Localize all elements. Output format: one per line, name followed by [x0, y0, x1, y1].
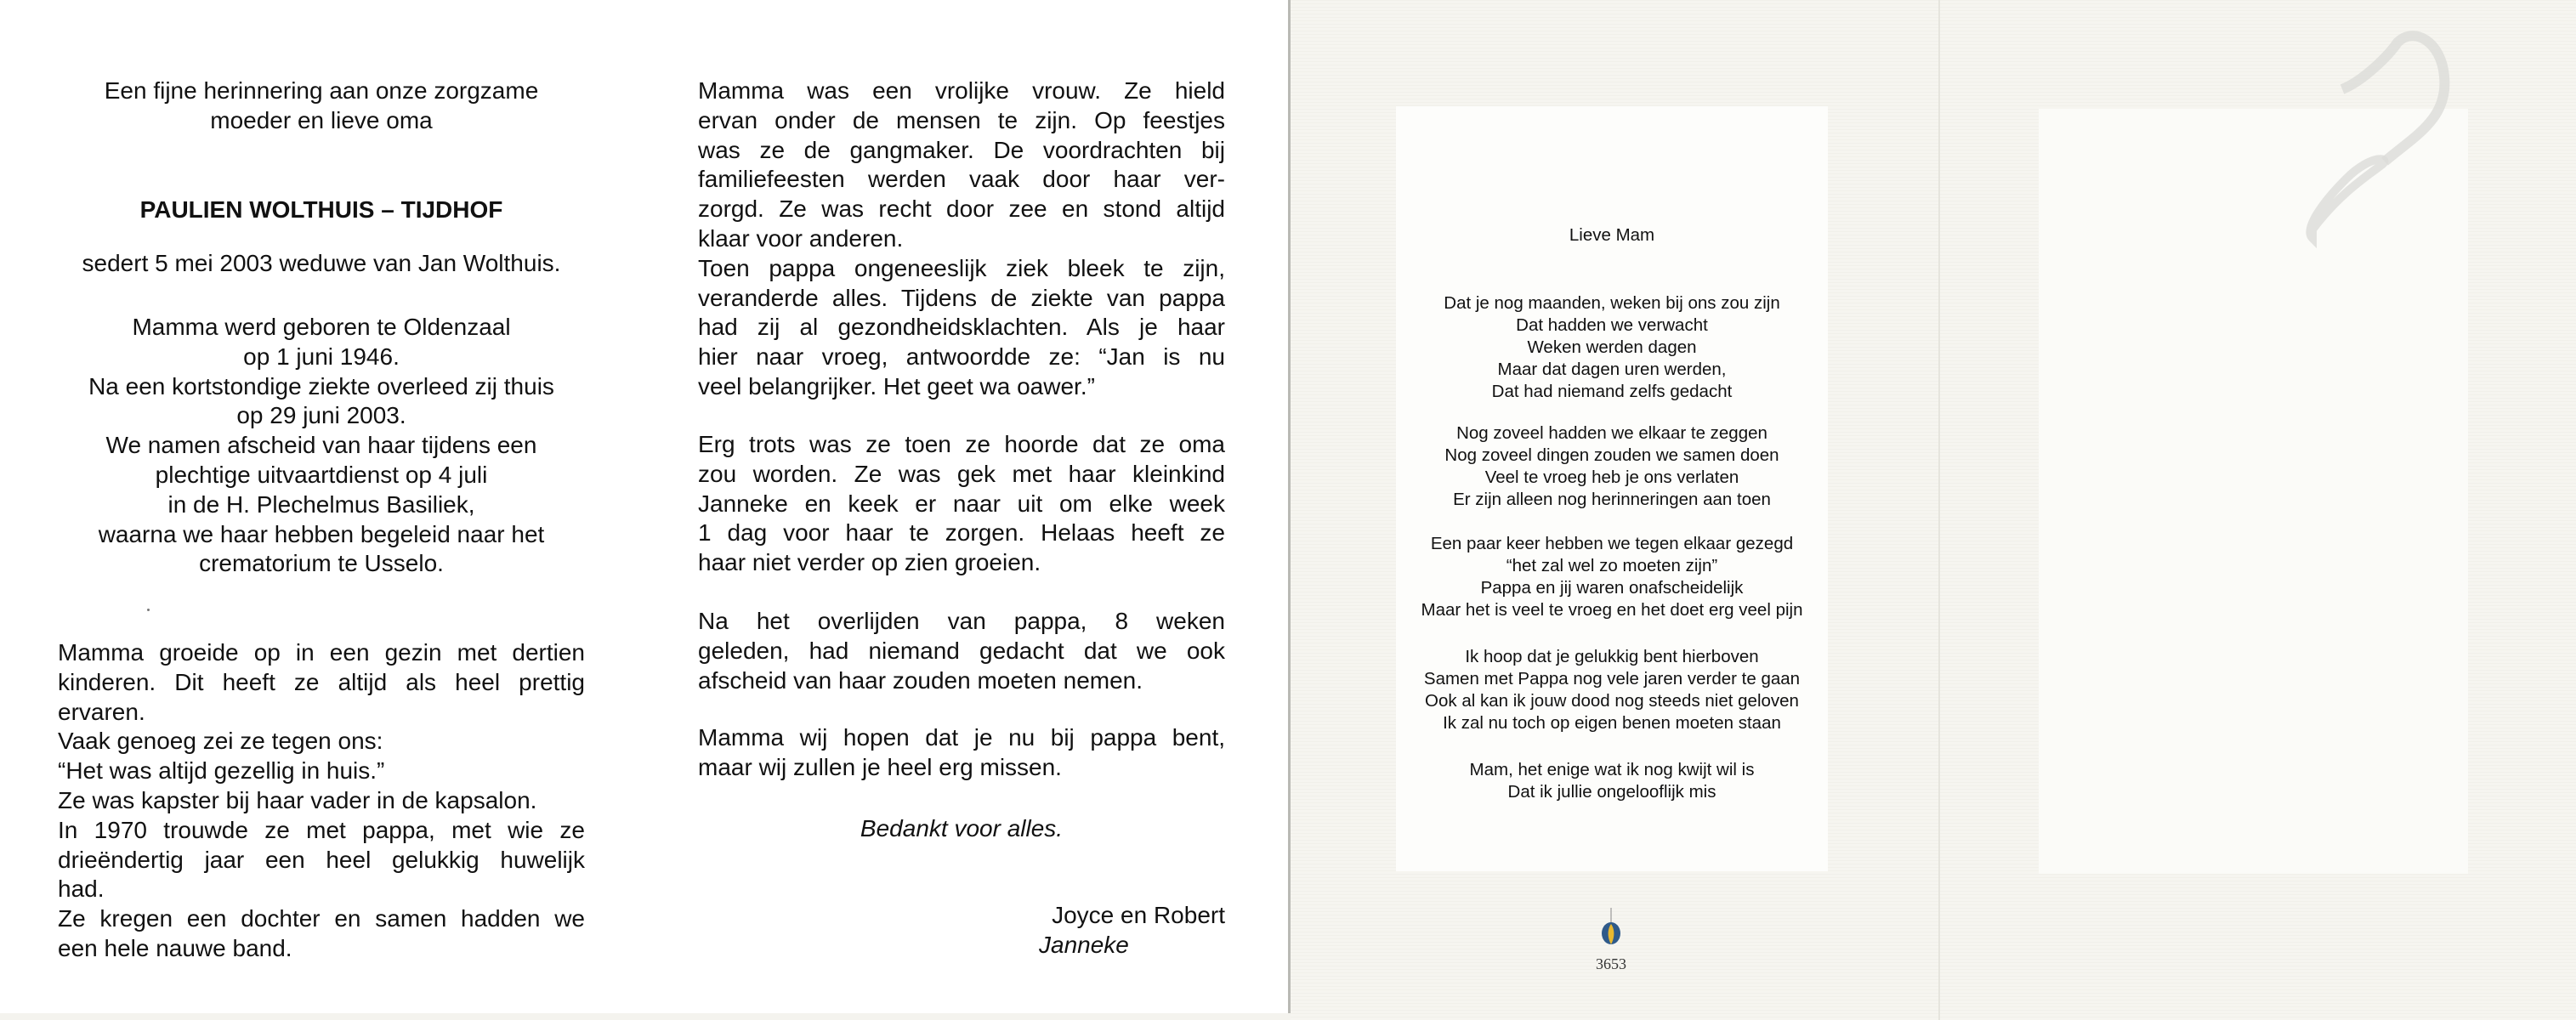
text-line: In 1970 trouwde ze met pappa, met wie ze: [58, 816, 585, 843]
text-line: Mamma wij hopen dat je nu bij pappa bent,: [698, 724, 1225, 751]
poem-line: Samen met Pappa nog vele jaren verder te gaan: [1423, 669, 1801, 688]
text-line: “Het was altijd gezellig in huis.”: [58, 757, 385, 785]
text-line: familiefeesten werden vaak door haar ver-: [698, 166, 1225, 193]
text-line: op 29 juni 2003.: [236, 402, 406, 429]
text-line: haar niet verder op zien groeien.: [698, 549, 1041, 576]
text-line: crematorium te Usselo.: [199, 550, 444, 577]
poem-line: Weken werden dagen: [1527, 337, 1697, 357]
poem-line: Er zijn alleen nog herinneringen aan toen: [1453, 490, 1771, 509]
poem-line: Ik hoop dat je gelukkig bent hierboven: [1465, 647, 1759, 666]
text-line: Janneke en keek er naar uit om elke week: [698, 490, 1225, 517]
text-line: Mamma was een vrolijke vrouw. Ze hield: [698, 77, 1225, 104]
poem-line: Dat hadden we verwacht: [1516, 315, 1708, 335]
paragraph-personality: [698, 76, 1225, 402]
text-line: afscheid van haar zouden moeten nemen.: [698, 666, 1143, 694]
poem-line: “het zal wel zo moeten zijn”: [1506, 556, 1718, 575]
text-line: een hele nauwe band.: [58, 934, 292, 961]
text-line: in de H. Plechelmus Basiliek,: [167, 490, 475, 518]
paragraph-loss: [698, 607, 1225, 695]
text-line: zorgd. Ze was recht door zee en stond altijd: [698, 196, 1225, 223]
embossed-dove-icon: [2244, 8, 2474, 298]
text-line: drieëndertig jaar een heel gelukkig huwelijk: [58, 846, 585, 873]
poem-line: Mam, het enige wat ik nog kwijt wil is: [1469, 760, 1755, 779]
poem-line: Dat je nog maanden, weken bij ons zou zijn: [1444, 293, 1780, 313]
text-line: Ze was kapster bij haar vader in de kapsalon.: [58, 786, 537, 813]
poem-line: Pappa en jij waren onafscheidelijk: [1480, 578, 1744, 598]
paragraph-grandchild: [698, 430, 1225, 578]
text-line: Mamma groeide op in een gezin met dertien: [58, 639, 585, 666]
text-line: ervan onder de mensen te zijn. Op feestjes: [698, 106, 1225, 133]
text-line: veranderde alles. Tijdens de ziekte van pappa: [698, 284, 1225, 311]
text-line: kinderen. Dit heeft ze altijd als heel prettig: [58, 668, 585, 695]
card-number: 3653: [1596, 955, 1626, 972]
text-line: We namen afscheid van haar tijdens een: [105, 432, 537, 459]
poem-line: Maar het is veel te vroeg en het doet erg veel pijn: [1421, 600, 1803, 620]
card-fold: [1938, 0, 1940, 1020]
thanks-text: Bedankt voor alles.: [860, 815, 1064, 842]
poem-stanza: [1396, 422, 1828, 511]
poem-stanza: [1396, 533, 1828, 621]
widow-text: sedert 5 mei 2003 weduwe van Jan Wolthuis.: [82, 250, 561, 276]
text-line: klaar voor anderen.: [698, 224, 904, 252]
poem-line: Nog zoveel dingen zouden we samen doen: [1444, 445, 1779, 465]
publisher-logo-icon: [1598, 908, 1624, 949]
text-line: maar wij zullen je heel erg missen.: [698, 753, 1062, 780]
poem-line: Ook al kan ik jouw dood nog steeds niet geloven: [1425, 691, 1799, 711]
poem-title: Lieve Mam: [1569, 225, 1655, 245]
text-line: veel belangrijker. Het geet wa oawer.”: [698, 372, 1095, 400]
speck: [147, 609, 150, 611]
text-line: had.: [58, 876, 105, 903]
text-line: plechtige uitvaartdienst op 4 juli: [155, 461, 488, 488]
text-line: ervaren.: [58, 698, 145, 725]
text-line: Mamma werd geboren te Oldenzaal: [132, 314, 511, 340]
text-line: waarna we haar hebben begeleid naar het: [98, 520, 545, 547]
poem-line: Ik zal nu toch op eigen benen moeten staan: [1443, 713, 1781, 733]
poem-stanza: [1396, 759, 1828, 803]
text-line: Na het overlijden van pappa, 8 weken: [698, 608, 1225, 634]
intro-line: moeder en lieve oma: [210, 106, 433, 133]
text-line: geleden, had niemand gedacht dat we ook: [698, 637, 1225, 664]
intro-text: [58, 76, 585, 136]
text-line: was ze de gangmaker. De voordrachten bij: [698, 136, 1225, 163]
poem-stanza: [1396, 292, 1828, 403]
poem-line: Nog zoveel hadden we elkaar te zeggen: [1456, 423, 1767, 443]
text-line: hier naar vroeg, antwoordde ze: “Jan is nu: [698, 343, 1225, 371]
deceased-name: PAULIEN WOLTHUIS – TIJDHOF: [139, 196, 503, 223]
life-story: [58, 638, 585, 964]
text-line: zou worden. Ze was gek met haar kleinkind: [698, 460, 1225, 487]
grandchild-signature: Janneke: [1039, 932, 1129, 958]
text-line: Erg trots was ze toen ze hoorde dat ze oma: [698, 431, 1225, 457]
poem-line: Veel te vroeg heb je ons verlaten: [1484, 468, 1739, 487]
text-line: Vaak genoeg zei ze tegen ons:: [58, 728, 383, 755]
poem-line: Een paar keer hebben we tegen elkaar gezegd: [1430, 534, 1794, 553]
text-line: had zij al gezondheidsklachten. Als je haar: [698, 314, 1225, 341]
text-line: 1 dag voor haar te zorgen. Helaas heeft ze: [698, 519, 1225, 547]
paragraph-farewell: [698, 723, 1225, 783]
poem-stanza: [1396, 646, 1828, 734]
biography: [58, 313, 585, 579]
text-line: op 1 juni 1946.: [243, 343, 400, 370]
poem-line: Dat had niemand zelfs gedacht: [1491, 382, 1733, 401]
poem-line: Maar dat dagen uren werden,: [1497, 360, 1727, 379]
intro-line: Een fijne herinnering aan onze zorgzame: [104, 77, 539, 104]
text-line: Ze kregen een dochter en samen hadden we: [58, 905, 585, 932]
signers: Joyce en Robert: [1052, 902, 1225, 928]
text-line: Toen pappa ongeneeslijk ziek bleek te zijn,: [698, 254, 1225, 281]
text-line: Na een kortstondige ziekte overleed zij thuis: [88, 372, 554, 400]
poem-line: Dat ik jullie ongelooflijk mis: [1507, 782, 1716, 802]
